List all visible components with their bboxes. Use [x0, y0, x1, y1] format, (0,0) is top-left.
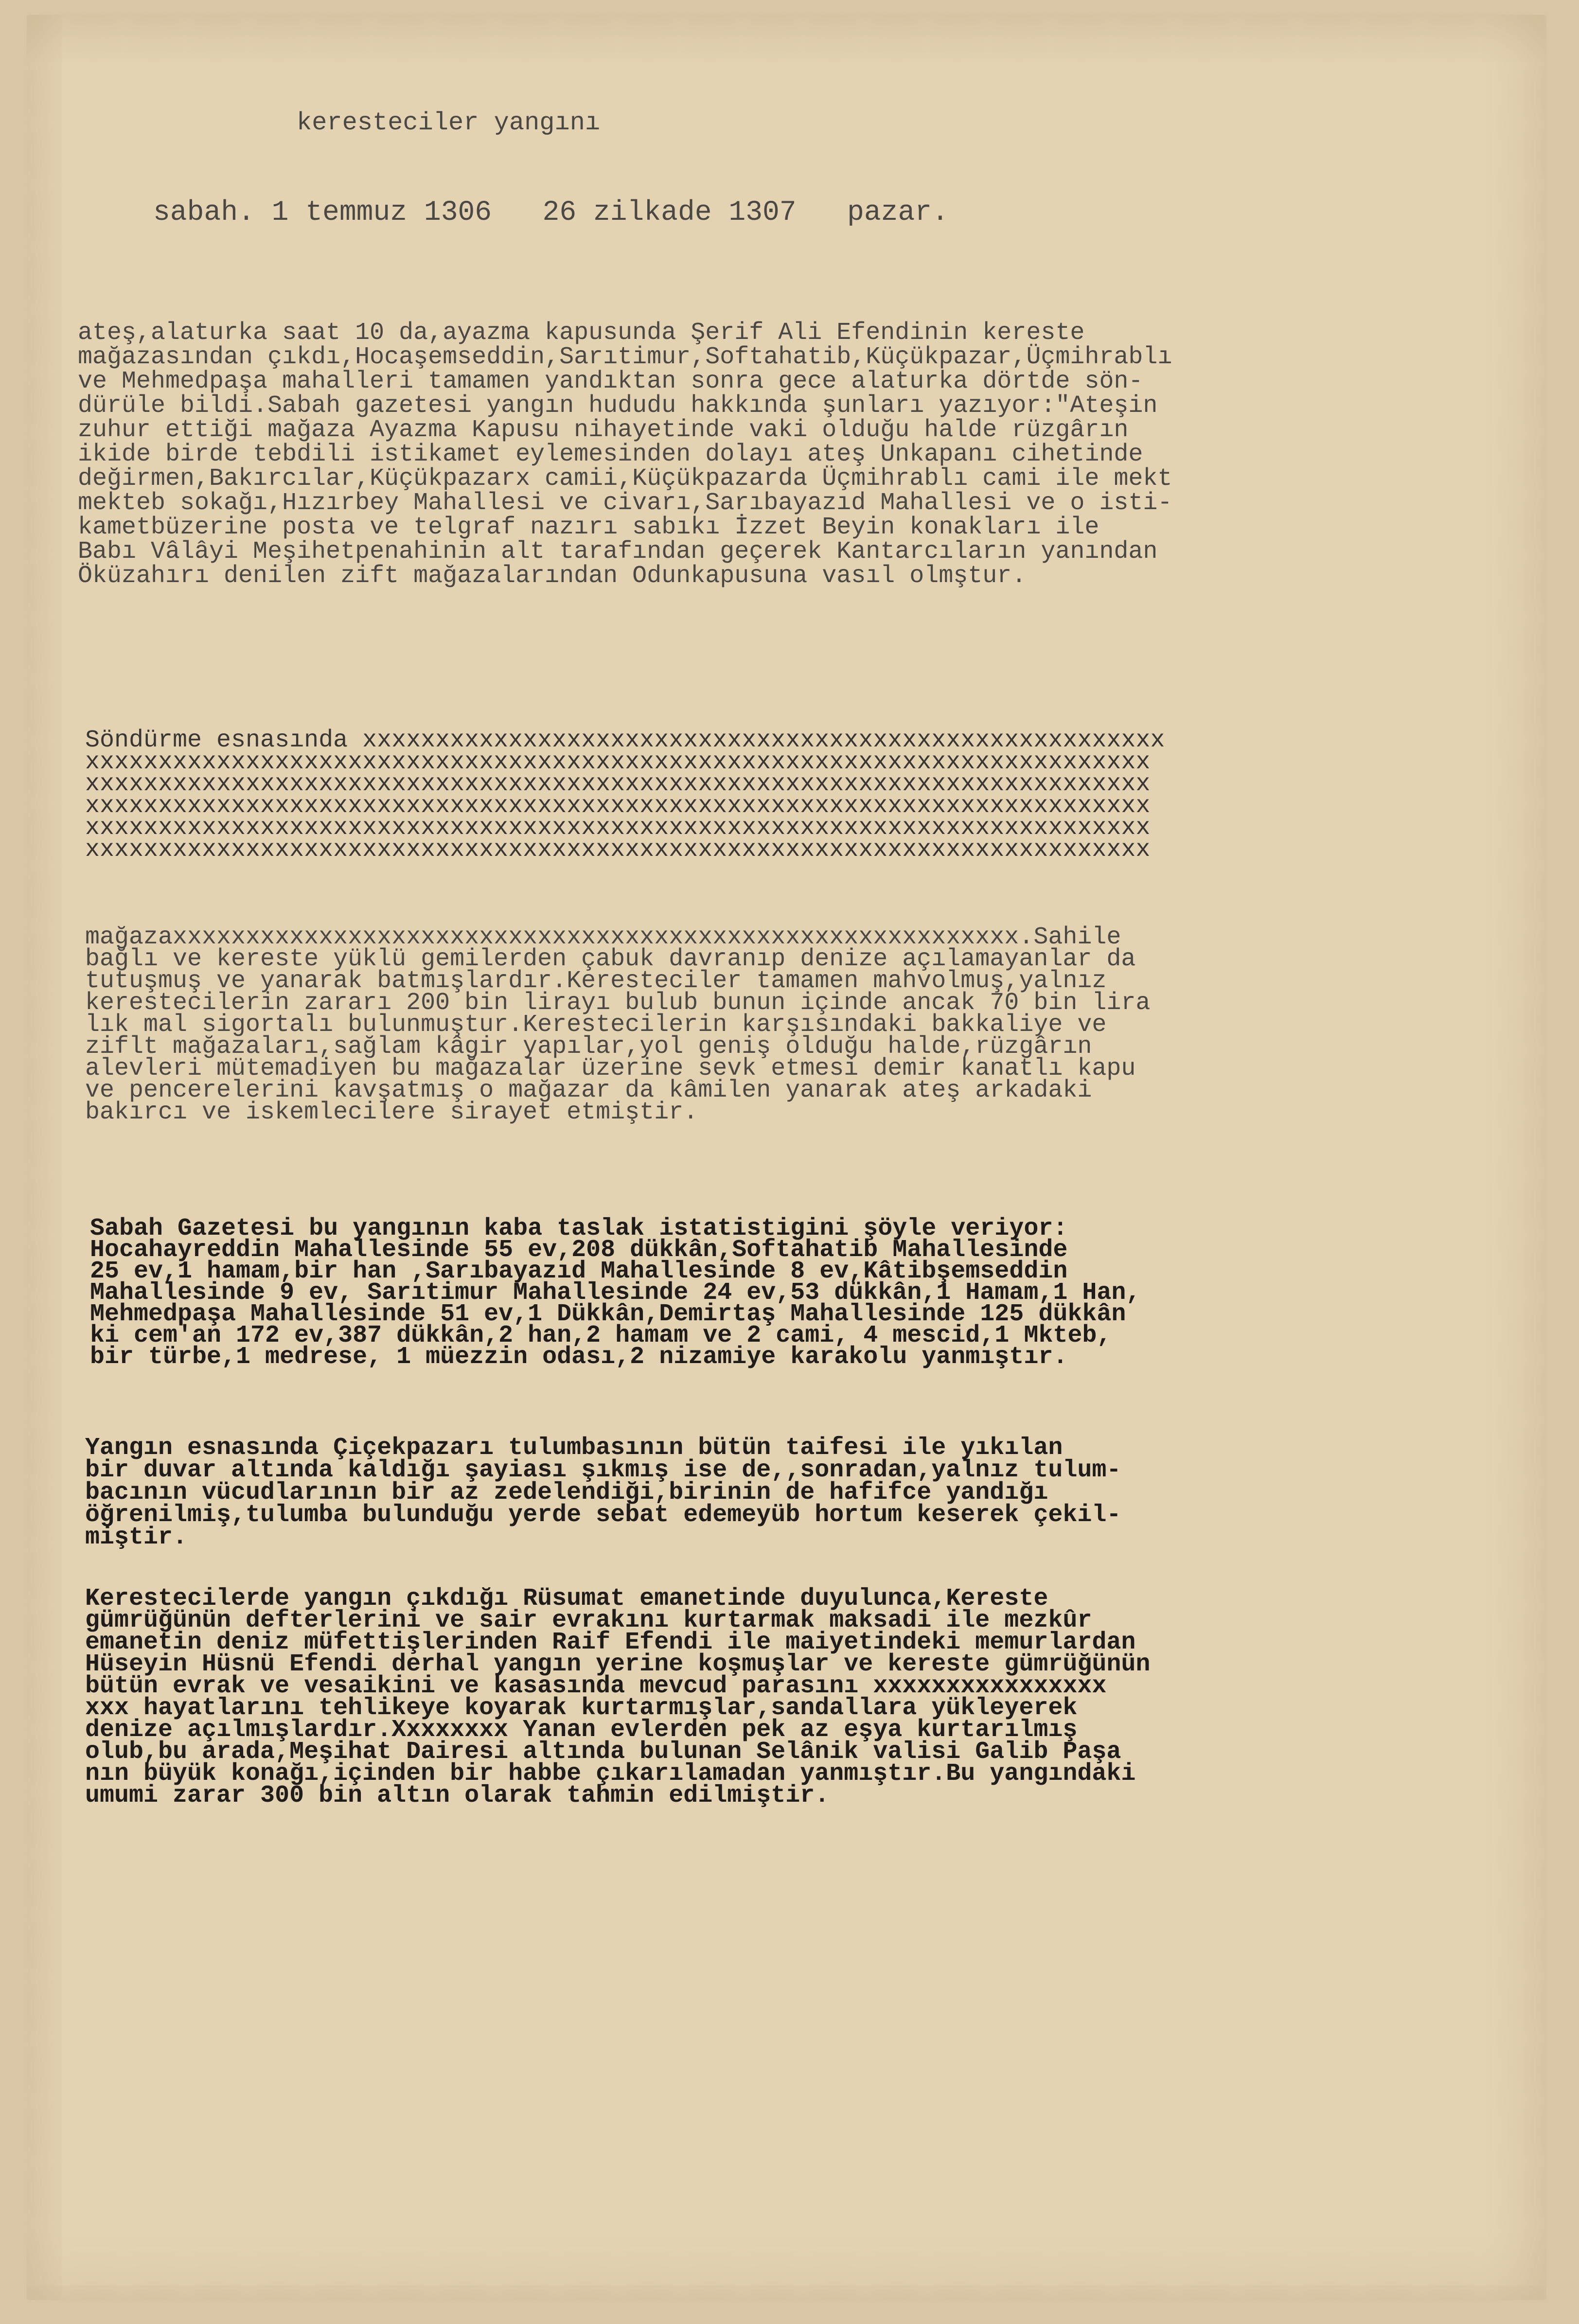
- struck-line: xxxxxxxxxxxxxxxxxxxxxxxxxxxxxxxxxxxxxxxxxxxxxxxxxxxxxxxxxxxxxxxxxxxxxxxxx: [85, 792, 1151, 820]
- text-line: olub,bu arada,Meşihat Dairesi altında bulunan Selânik valisi Galib Paşa: [85, 1738, 1121, 1766]
- text-line: bağlı ve kereste yüklü gemilerden çabuk davranıp denize açılamayanlar da: [85, 945, 1136, 973]
- text-line: xxx hayatlarını tehlikeye koyarak kurtarmışlar,sandallara yükleyerek: [85, 1694, 1078, 1722]
- paragraph-6: [85, 1585, 1151, 1810]
- text-line: dürüle bildi.Sabah gazetesi yangın hududu hakkında şunları yazıyor:"Ateşin: [78, 392, 1158, 420]
- text-line: ve Mehmedpaşa mahalleri tamamen yandıktan sonra gece alaturka dörtde sön-: [78, 368, 1143, 395]
- dateline: sabah. 1 temmuz 1306 26 zilkade 1307 pazar.: [153, 197, 949, 229]
- text-line: öğrenilmiş,tulumba bulunduğu yerde sebat edemeyüb hortum keserek çekil-: [85, 1501, 1121, 1529]
- paragraph-3: [85, 923, 1151, 1126]
- text-line: 25 ev,1 hamam,bir han ,Sarıbayazıd Mahallesinde 8 ev,Kâtibşemseddin: [90, 1258, 1068, 1285]
- text-line: emanetin deniz müfettişlerinden Raif Efendi ile maiyetindeki memurlardan: [85, 1629, 1136, 1656]
- statistics-paragraph: [90, 1215, 1141, 1371]
- text-line: mağazasından çıkdı,Hocaşemseddin,Sarıtimur,Softahatib,Küçükpazar,Üçmihrablı: [78, 343, 1172, 371]
- text-line: ateş,alaturka saat 10 da,ayazma kapusunda Şerif Ali Efendinin kereste: [78, 319, 1085, 347]
- text-line: ziflt mağazaları,sağlam kâgir yapılar,yol geniş olduğu halde,rüzgârın: [85, 1033, 1092, 1061]
- text-line: mekteb sokağı,Hızırbey Mahallesi ve civarı,Sarıbayazıd Mahallesi ve o isti-: [78, 489, 1172, 517]
- text-line: Hocahayreddin Mahallesinde 55 ev,208 dükkân,Softahatib Mahallesinde: [90, 1236, 1068, 1264]
- document-title: keresteciler yangını: [297, 108, 601, 137]
- struck-line: Söndürme esnasında xxxxxxxxxxxxxxxxxxxxxxxxxxxxxxxxxxxxxxxxxxxxxxxxxxxxxxx: [85, 727, 1165, 754]
- struck-line: xxxxxxxxxxxxxxxxxxxxxxxxxxxxxxxxxxxxxxxxxxxxxxxxxxxxxxxxxxxxxxxxxxxxxxxxx: [85, 836, 1151, 864]
- text-line: Hüseyin Hüsnü Efendi derhal yangın yerine koşmuşlar ve kereste gümrüğünün: [85, 1650, 1151, 1678]
- text-line: kerestecilerin zararı 200 bin lirayı bulub bunun içinde ancak 70 bin lira: [85, 989, 1151, 1017]
- text-line: nın büyük konağı,içinden bir habbe çıkarılamadan yanmıştır.Bu yangındaki: [85, 1760, 1136, 1788]
- text-line: mağazaxxxxxxxxxxxxxxxxxxxxxxxxxxxxxxxxxxxxxxxxxxxxxxxxxxxxxxxxxx.Sahile: [85, 923, 1121, 951]
- text-line: ki cem'an 172 ev,387 dükkân,2 han,2 hamam ve 2 cami, 4 mescid,1 Mkteb,: [90, 1322, 1112, 1349]
- paragraph-5: [85, 1434, 1121, 1551]
- text-line: ikide birde tebdili istikamet eylemesinden dolayı ateş Unkapanı cihetinde: [78, 441, 1143, 468]
- text-line: Yangın esnasında Çiçekpazarı tulumbasının bütün taifesi ile yıkılan: [85, 1434, 1063, 1462]
- paragraph-1: [78, 321, 1172, 588]
- text-line: kametbüzerine posta ve telgraf nazırı sabıkı İzzet Beyin konakları ile: [78, 514, 1100, 541]
- text-line: bütün evrak ve vesaikini ve kasasında mevcud parasını xxxxxxxxxxxxxxxx: [85, 1672, 1107, 1700]
- text-line: Mehmedpaşa Mahallesinde 51 ev,1 Dükkân,Demirtaş Mahallesinde 125 dükkân: [90, 1300, 1126, 1328]
- text-line: miştir.: [85, 1524, 188, 1551]
- text-line: bakırcı ve iskemlecilere sirayet etmiştir.: [85, 1099, 698, 1126]
- text-line: Öküzahırı denilen zift mağazalarından Odunkapusuna vasıl olmştur.: [78, 562, 1027, 590]
- text-line: değirmen,Bakırcılar,Küçükpazarx camii,Küçükpazarda Üçmihrablı cami ile mekt: [78, 465, 1172, 493]
- text-line: Babı Vâlâyi Meşihetpenahinin alt tarafından geçerek Kantarcıların yanından: [78, 538, 1158, 566]
- struck-line: xxxxxxxxxxxxxxxxxxxxxxxxxxxxxxxxxxxxxxxxxxxxxxxxxxxxxxxxxxxxxxxxxxxxxxxxx: [85, 748, 1151, 776]
- text-line: bacının vücudlarının bir az zedelendiği,birinin de hafifce yandığı: [85, 1479, 1048, 1507]
- text-line: tutuşmuş ve yanarak batmışlardır.Keresteciler tamamen mahvolmuş,yalnız: [85, 967, 1107, 995]
- text-line: Kerestecilerde yangın çıkdığı Rüsumat emanetinde duyulunca,Kereste: [85, 1585, 1048, 1613]
- text-line: bir duvar altında kaldığı şayiası şıkmış ise de,,sonradan,yalnız tulum-: [85, 1456, 1121, 1484]
- text-line: ve pencerelerini kavşatmış o mağazar da kâmilen yanarak ateş arkadaki: [85, 1077, 1092, 1104]
- struck-line: xxxxxxxxxxxxxxxxxxxxxxxxxxxxxxxxxxxxxxxxxxxxxxxxxxxxxxxxxxxxxxxxxxxxxxxxx: [85, 814, 1151, 842]
- text-line: alevleri mütemadiyen bu mağazalar üzerine sevk etmesi demir kanatlı kapu: [85, 1055, 1136, 1082]
- struck-line: xxxxxxxxxxxxxxxxxxxxxxxxxxxxxxxxxxxxxxxxxxxxxxxxxxxxxxxxxxxxxxxxxxxxxxxxx: [85, 770, 1151, 798]
- text-line: Sabah Gazetesi bu yangının kaba taslak istatistigini şöyle veriyor:: [90, 1215, 1068, 1242]
- text-line: zuhur ettiği mağaza Ayazma Kapusu nihayetinde vaki olduğu halde rüzgârın: [78, 416, 1129, 444]
- text-line: Mahallesinde 9 ev, Sarıtimur Mahallesinde 24 ev,53 dükkân,1 Hamam,1 Han,: [90, 1279, 1141, 1307]
- text-line: denize açılmışlardır.Xxxxxxxx Yanan evlerden pek az eşya kurtarılmış: [85, 1716, 1078, 1744]
- text-line: gümrüğünün defterlerini ve sair evrakını kurtarmak maksadi ile mezkûr: [85, 1607, 1092, 1634]
- struck-out-block: [85, 727, 1165, 864]
- text-line: umumi zarar 300 bin altın olarak tahmin edilmiştir.: [85, 1782, 830, 1810]
- text-line: lık mal sigortalı bulunmuştur.Kerestecilerin karşısındaki bakkaliye ve: [85, 1011, 1107, 1039]
- text-line: bir türbe,1 medrese, 1 müezzin odası,2 nizamiye karakolu yanmıştır.: [90, 1343, 1068, 1371]
